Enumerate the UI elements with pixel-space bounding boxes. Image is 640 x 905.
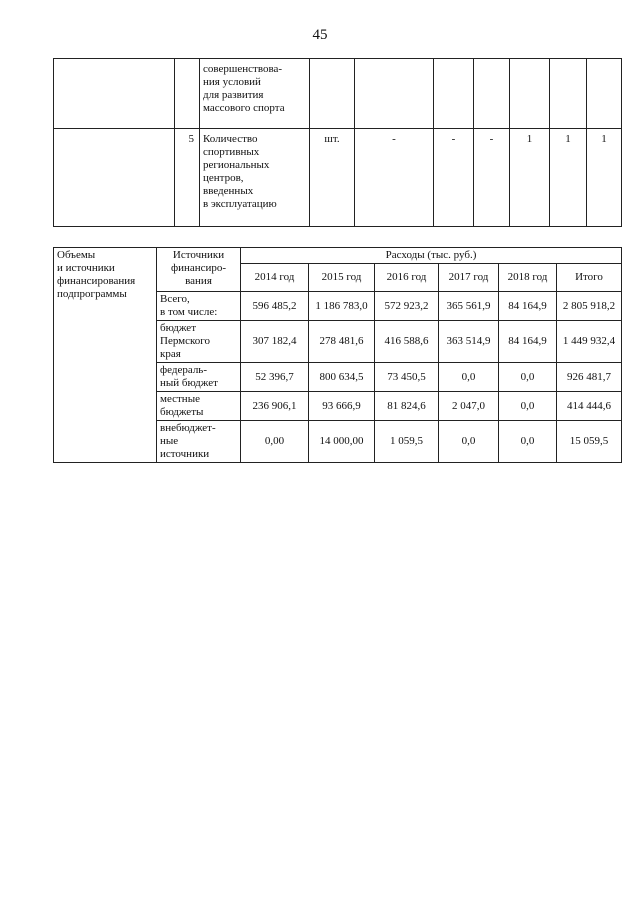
indicators-table bbox=[53, 58, 622, 227]
amount-cell: 2 047,0 bbox=[439, 392, 499, 421]
amount-cell: 84 164,9 bbox=[499, 292, 557, 321]
amount-cell: 0,00 bbox=[241, 421, 309, 463]
amount-cell: 1 059,5 bbox=[375, 421, 439, 463]
table-header-row bbox=[54, 248, 622, 264]
amount-cell: 307 182,4 bbox=[241, 321, 309, 363]
amount-cell: 81 824,6 bbox=[375, 392, 439, 421]
indicator-value bbox=[510, 59, 550, 129]
source-label: бюджет Пермского края bbox=[157, 321, 241, 363]
expenses-header: Расходы (тыс. руб.) bbox=[241, 248, 622, 264]
amount-cell: 73 450,5 bbox=[375, 363, 439, 392]
table-row bbox=[54, 59, 622, 129]
indicator-value bbox=[474, 59, 510, 129]
amount-cell: 365 561,9 bbox=[439, 292, 499, 321]
source-label: Всего, в том числе: bbox=[157, 292, 241, 321]
indicator-name: Количество спортивных региональных центров, введенных в эксплуатацию bbox=[200, 129, 310, 227]
amount-cell: 0,0 bbox=[499, 421, 557, 463]
amount-cell: 93 666,9 bbox=[309, 392, 375, 421]
indicator-name: совершенствова- ния условий для развития массового спорта bbox=[200, 59, 310, 129]
funding-table bbox=[53, 247, 622, 463]
indicator-value bbox=[355, 59, 434, 129]
source-label: внебюджет- ные источники bbox=[157, 421, 241, 463]
indicator-blank-cell bbox=[54, 129, 175, 227]
total-header: Итого bbox=[557, 264, 622, 292]
amount-cell: 278 481,6 bbox=[309, 321, 375, 363]
amount-cell: 0,0 bbox=[499, 392, 557, 421]
total-cell: 926 481,7 bbox=[557, 363, 622, 392]
table-row bbox=[54, 129, 622, 227]
year-header: 2017 год bbox=[439, 264, 499, 292]
amount-cell: 84 164,9 bbox=[499, 321, 557, 363]
amount-cell: 0,0 bbox=[439, 421, 499, 463]
indicator-value: 1 bbox=[510, 129, 550, 227]
indicator-value bbox=[587, 59, 622, 129]
amount-cell: 0,0 bbox=[499, 363, 557, 392]
indicator-value: - bbox=[355, 129, 434, 227]
indicator-value: - bbox=[434, 129, 474, 227]
indicator-number: 5 bbox=[175, 129, 200, 227]
indicator-value: - bbox=[474, 129, 510, 227]
year-header: 2018 год bbox=[499, 264, 557, 292]
indicator-unit: шт. bbox=[310, 129, 355, 227]
indicator-value bbox=[434, 59, 474, 129]
source-label: федераль- ный бюджет bbox=[157, 363, 241, 392]
indicator-blank-cell bbox=[54, 59, 175, 129]
indicator-value bbox=[550, 59, 587, 129]
year-header: 2014 год bbox=[241, 264, 309, 292]
amount-cell: 596 485,2 bbox=[241, 292, 309, 321]
year-header: 2015 год bbox=[309, 264, 375, 292]
indicator-unit bbox=[310, 59, 355, 129]
amount-cell: 52 396,7 bbox=[241, 363, 309, 392]
amount-cell: 800 634,5 bbox=[309, 363, 375, 392]
total-cell: 414 444,6 bbox=[557, 392, 622, 421]
total-cell: 1 449 932,4 bbox=[557, 321, 622, 363]
amount-cell: 572 923,2 bbox=[375, 292, 439, 321]
indicator-value: 1 bbox=[587, 129, 622, 227]
source-label: местные бюджеты bbox=[157, 392, 241, 421]
sources-header: Источники финансиро- вания bbox=[157, 248, 241, 292]
amount-cell: 1 186 783,0 bbox=[309, 292, 375, 321]
total-cell: 2 805 918,2 bbox=[557, 292, 622, 321]
amount-cell: 236 906,1 bbox=[241, 392, 309, 421]
indicator-number bbox=[175, 59, 200, 129]
amount-cell: 14 000,00 bbox=[309, 421, 375, 463]
amount-cell: 363 514,9 bbox=[439, 321, 499, 363]
amount-cell: 0,0 bbox=[439, 363, 499, 392]
indicator-value: 1 bbox=[550, 129, 587, 227]
funding-section-label: Объемы и источники финансирования подпрограммы bbox=[54, 248, 157, 463]
amount-cell: 416 588,6 bbox=[375, 321, 439, 363]
total-cell: 15 059,5 bbox=[557, 421, 622, 463]
year-header: 2016 год bbox=[375, 264, 439, 292]
page-number: 45 bbox=[312, 27, 328, 43]
